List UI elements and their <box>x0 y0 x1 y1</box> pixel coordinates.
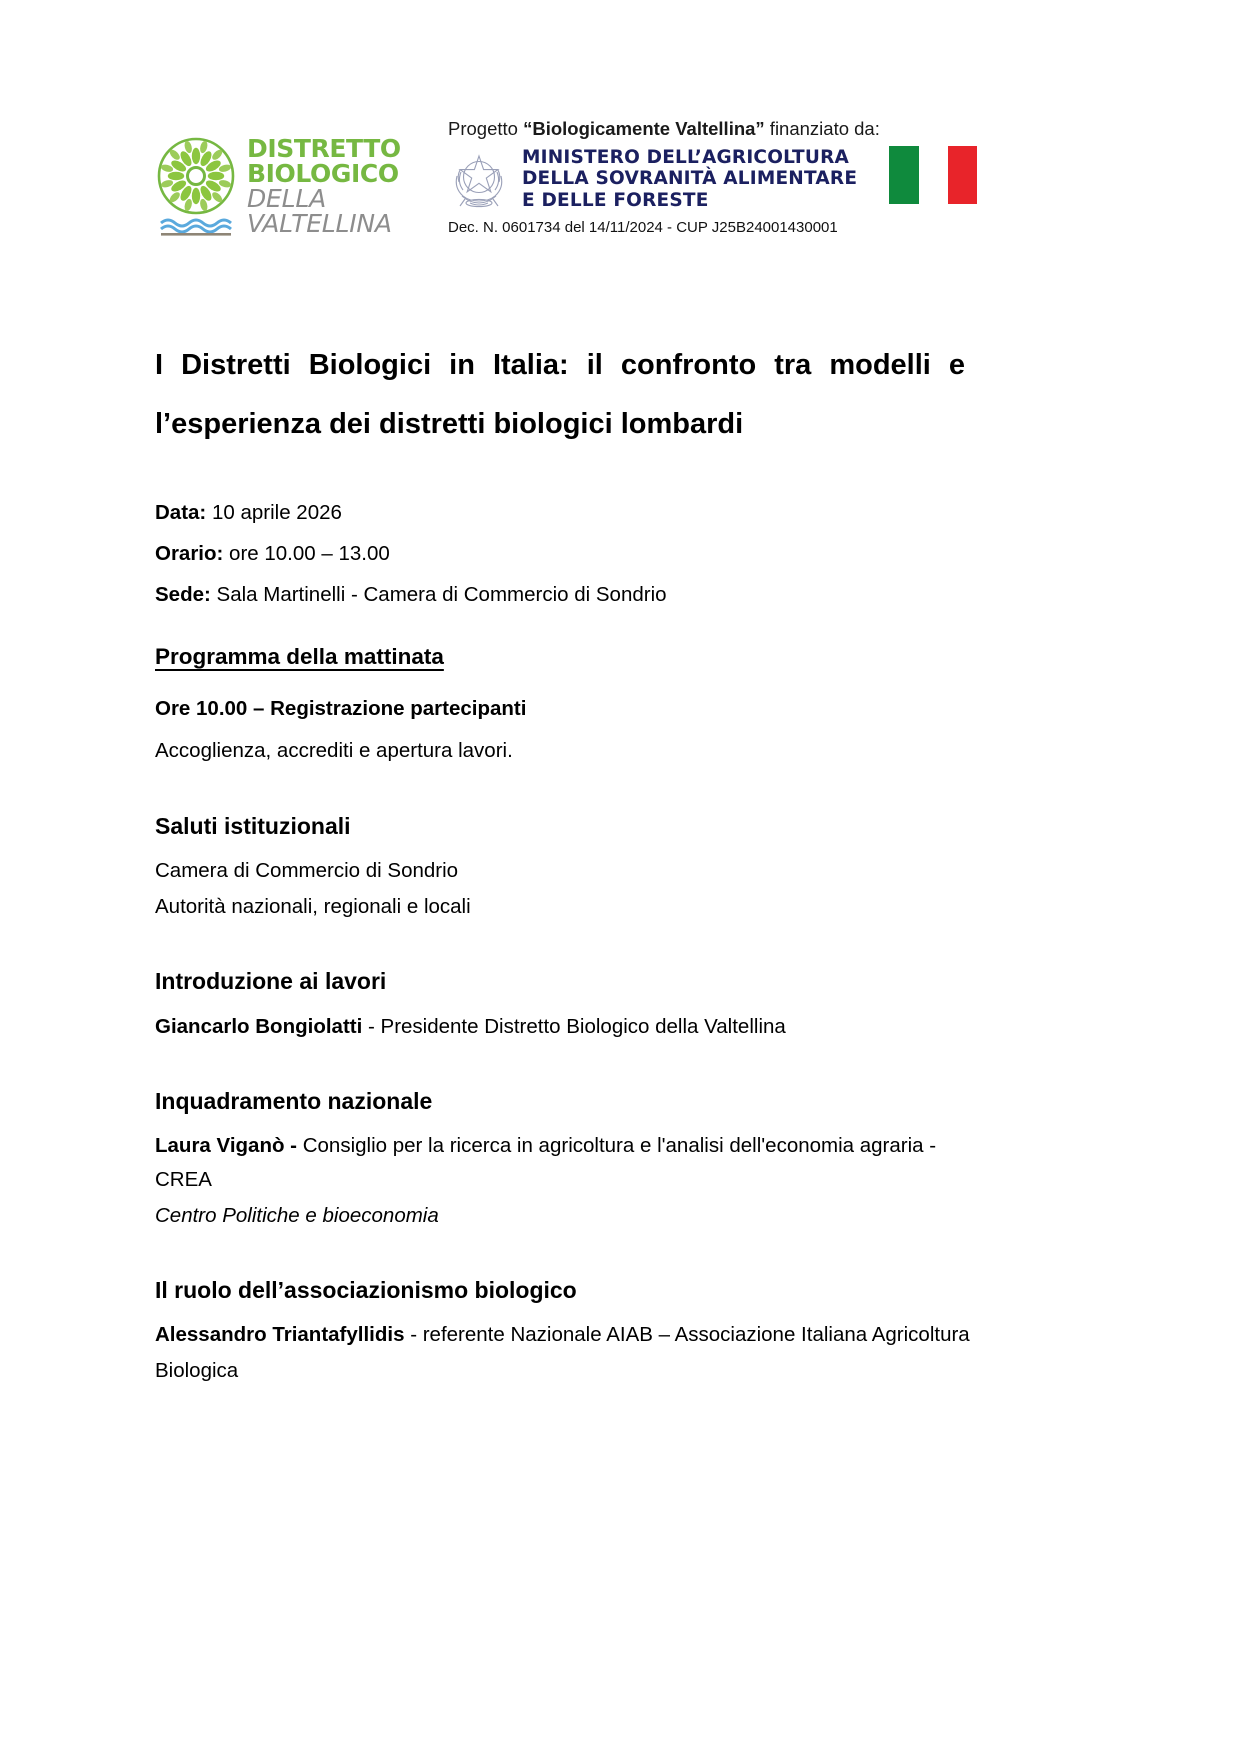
program-item-line <box>155 1354 985 1387</box>
speaker-affiliation: Centro Politiche e bioeconomia <box>155 1203 439 1227</box>
distretto-biologico-logo <box>155 118 440 236</box>
funding-prefix: Progetto <box>448 118 524 139</box>
event-detail-time-value: ore 10.00 – 13.00 <box>223 542 390 565</box>
spacer <box>155 792 985 810</box>
ministry-row <box>448 146 1090 212</box>
spacer <box>155 1256 985 1274</box>
program-item <box>155 1274 985 1388</box>
speaker-role-continued: Biologica <box>155 1359 239 1383</box>
program-item-line-text: Camera di Commercio di Sondrio <box>155 859 459 883</box>
flag-red-band <box>948 146 977 204</box>
distretto-biologico-wordmark <box>247 136 401 236</box>
program-item-title: Saluti istituzionali <box>155 812 351 839</box>
program-item <box>155 1085 985 1232</box>
flag-green-band <box>889 146 918 204</box>
funding-statement <box>448 118 1090 140</box>
speaker-role: - Presidente Distretto Biologico della Valtellina <box>362 1014 786 1038</box>
program-item-line <box>155 734 985 767</box>
event-detail-venue-value: Sala Martinelli - Camera di Commercio di Sondrio <box>210 583 667 606</box>
page-title <box>155 336 965 455</box>
italian-flag-icon <box>889 146 977 204</box>
spacer <box>155 947 985 965</box>
event-detail-venue-label: Sede: <box>155 583 211 606</box>
logo-line-2: BIOLOGICO <box>247 159 399 188</box>
event-detail-venue <box>155 574 975 615</box>
program-item-title: Ore 10.00 – Registrazione partecipanti <box>155 696 527 720</box>
program-heading: Programma della mattinata <box>155 644 444 669</box>
logo-line-1: DISTRETTO <box>247 134 401 163</box>
event-detail-time-label: Orario: <box>155 542 224 565</box>
logo-line-4: VALTELLINA <box>247 209 392 238</box>
speaker-name: Alessandro Triantafyllidis <box>155 1323 405 1347</box>
speaker-role: Consiglio per la ricerca in agricoltura e l'analisi dell'economia agraria - CREA <box>155 1134 937 1191</box>
ministry-line-3: E DELLE FORESTE <box>522 189 709 211</box>
funding-project-name: “Biologicamente Valtellina” <box>523 118 765 139</box>
program-item <box>155 810 985 924</box>
program-item-line <box>155 1010 985 1043</box>
event-detail-date-value: 10 aprile 2026 <box>206 501 342 524</box>
distretto-biologico-floral-emblem-icon <box>155 136 237 236</box>
ministry-line-2: DELLA SOVRANITÀ ALIMENTARE <box>522 168 858 190</box>
program-item-line <box>155 890 985 923</box>
logo-line-3: DELLA <box>247 184 327 213</box>
ministry-name <box>522 147 857 211</box>
spacer <box>155 1067 985 1085</box>
program-item-line-text: Autorità nazionali, regionali e locali <box>155 895 471 919</box>
funding-suffix: finanziato da: <box>764 118 880 139</box>
program-item-line <box>155 1129 985 1195</box>
program-item-title: Inquadramento nazionale <box>155 1087 433 1114</box>
ministry-line-1: MINISTERO DELL’AGRICOLTURA <box>522 146 850 168</box>
speaker-role: - referente Nazionale AIAB – Associazione Italiana Agricoltura <box>404 1323 970 1347</box>
program-section <box>155 640 985 1412</box>
program-item-title: Introduzione ai lavori <box>155 968 387 995</box>
flag-white-band <box>919 146 948 204</box>
event-details <box>155 492 975 615</box>
program-item <box>155 694 985 768</box>
page-title-line-1: I Distretti Biologici in Italia: il confronto tra modelli e <box>155 349 965 381</box>
speaker-name: Laura Viganò - <box>155 1134 298 1158</box>
event-detail-time <box>155 533 975 574</box>
program-item <box>155 965 985 1043</box>
page-title-line-2: l’esperienza dei distretti biologici lombardi <box>155 408 744 441</box>
water-waves-icon <box>161 220 231 236</box>
italian-republic-emblem-icon <box>448 146 510 212</box>
program-item-line-text: Accoglienza, accrediti e apertura lavori. <box>155 739 513 763</box>
speaker-name: Giancarlo Bongiolatti <box>155 1014 363 1038</box>
program-item-title: Il ruolo dell’associazionismo biologico <box>155 1276 577 1303</box>
program-item-line <box>155 1318 985 1351</box>
event-detail-date-label: Data: <box>155 501 207 524</box>
event-detail-date <box>155 492 975 533</box>
document-header <box>155 118 1090 236</box>
decree-reference: Dec. N. 0601734 del 14/11/2024 - CUP J25B24001430001 <box>448 219 838 236</box>
funding-block <box>440 118 1090 236</box>
program-item-line <box>155 1199 985 1232</box>
program-item-line <box>155 854 985 887</box>
